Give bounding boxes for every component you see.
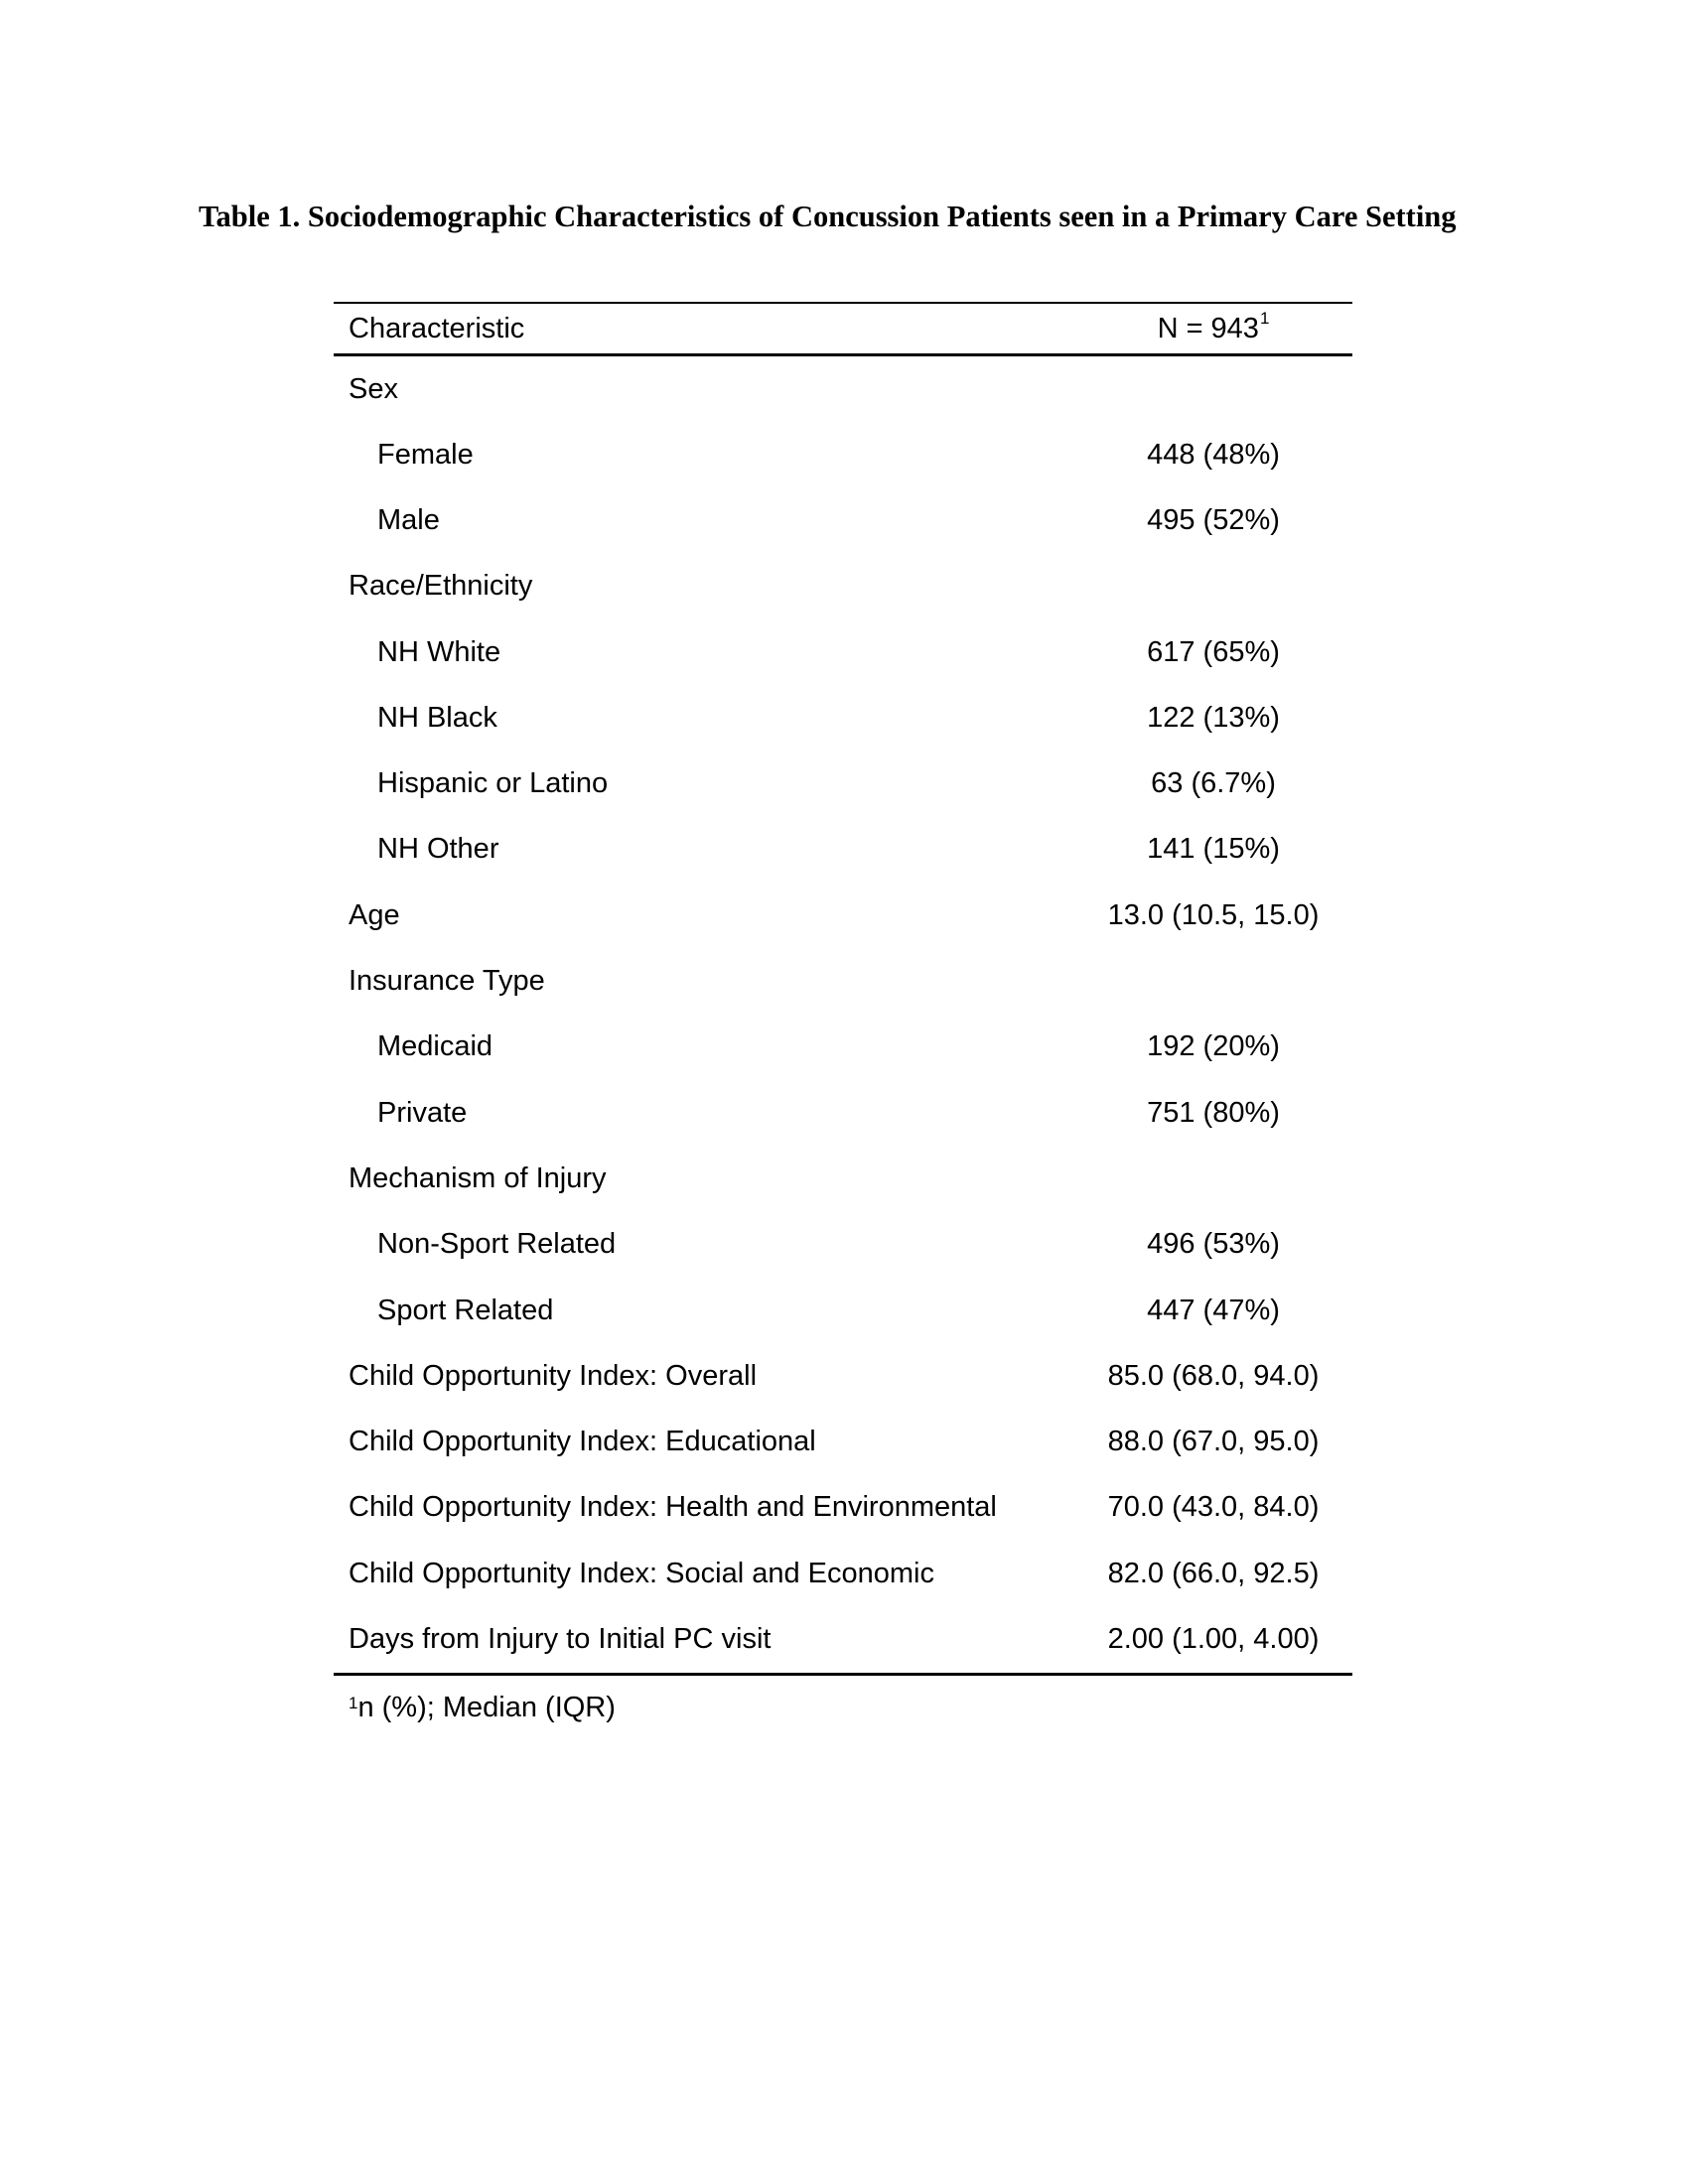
row-label: Medicaid: [377, 1030, 493, 1063]
row-value: [1074, 554, 1352, 619]
characteristics-table: [334, 302, 1352, 1676]
characteristics-table-container: [334, 302, 1352, 1725]
table-body: [334, 355, 1352, 1675]
row-value: 13.0 (10.5, 15.0): [1107, 898, 1320, 931]
header-characteristic: Characteristic: [334, 303, 1074, 355]
table-row: [334, 685, 1352, 751]
row-label: Mechanism of Injury: [349, 1161, 607, 1194]
row-label: Private: [377, 1096, 468, 1129]
row-value: 496 (53%): [1147, 1228, 1280, 1261]
header-n-label: N = 943: [1157, 312, 1259, 344]
row-label: Race/Ethnicity: [349, 570, 533, 603]
row-value: [1074, 355, 1352, 423]
table-row: [334, 422, 1352, 487]
row-value: 751 (80%): [1147, 1096, 1280, 1129]
table-row: [334, 1212, 1352, 1278]
table-row: [334, 817, 1352, 883]
row-value: 88.0 (67.0, 95.0): [1107, 1426, 1320, 1458]
row-label: Child Opportunity Index: Health and Environmental: [349, 1491, 997, 1524]
row-value: 122 (13%): [1147, 701, 1280, 734]
row-value: 495 (52%): [1147, 503, 1280, 536]
row-label: Non-Sport Related: [377, 1228, 617, 1261]
table-row: [334, 1606, 1352, 1674]
row-label: Insurance Type: [349, 965, 545, 998]
row-value: 70.0 (43.0, 84.0): [1107, 1491, 1320, 1524]
header-n: [1074, 303, 1352, 355]
table-row: [334, 1146, 1352, 1211]
row-label: NH White: [377, 635, 501, 668]
table-row: [334, 619, 1352, 685]
row-value: 82.0 (66.0, 92.5): [1107, 1557, 1320, 1589]
row-label: Age: [349, 898, 400, 931]
table-row: [334, 1409, 1352, 1474]
row-label: Child Opportunity Index: Social and Economic: [349, 1557, 934, 1589]
table-row: [334, 1343, 1352, 1409]
row-label: Hispanic or Latino: [377, 767, 609, 800]
table-row: [334, 883, 1352, 948]
row-value: 448 (48%): [1147, 438, 1280, 471]
table-row: [334, 1015, 1352, 1080]
table-row: [334, 948, 1352, 1014]
row-value: 617 (65%): [1147, 635, 1280, 668]
table-row: [334, 1475, 1352, 1541]
row-value: 63 (6.7%): [1151, 767, 1276, 800]
footnote-text: n (%); Median (IQR): [357, 1691, 616, 1723]
row-label: Child Opportunity Index: Educational: [349, 1426, 816, 1458]
row-value: 141 (15%): [1147, 833, 1280, 866]
table-row: [334, 751, 1352, 816]
row-label: NH Other: [377, 833, 499, 866]
table-row: [334, 355, 1352, 423]
row-label: Child Opportunity Index: Overall: [349, 1359, 758, 1392]
row-value: 192 (20%): [1147, 1030, 1280, 1063]
row-value: 2.00 (1.00, 4.00): [1074, 1606, 1352, 1674]
row-value: [1074, 1146, 1352, 1211]
table-row: [334, 1080, 1352, 1146]
table-row: [334, 1541, 1352, 1606]
header-row: [334, 303, 1352, 355]
header-n-footnote-marker: 1: [1259, 308, 1270, 328]
row-label: Days from Injury to Initial PC visit: [334, 1606, 1074, 1674]
row-label: NH Black: [377, 701, 497, 734]
footnote-marker: 1: [349, 1693, 358, 1712]
row-label: Sport Related: [377, 1294, 554, 1326]
table-footnote: [349, 1690, 1352, 1725]
row-value: 447 (47%): [1147, 1294, 1280, 1326]
table-caption: Table 1. Sociodemographic Characteristics of Concussion Patients seen in a Primary Care Setting: [199, 200, 1457, 233]
table-header: [334, 303, 1352, 355]
row-value: [1074, 948, 1352, 1014]
row-label: Sex: [349, 372, 398, 405]
row-value: 85.0 (68.0, 94.0): [1107, 1359, 1320, 1392]
table-row: [334, 1278, 1352, 1343]
row-label: Female: [377, 438, 474, 471]
row-label: Male: [377, 503, 440, 536]
table-row: [334, 487, 1352, 553]
table-row: [334, 554, 1352, 619]
